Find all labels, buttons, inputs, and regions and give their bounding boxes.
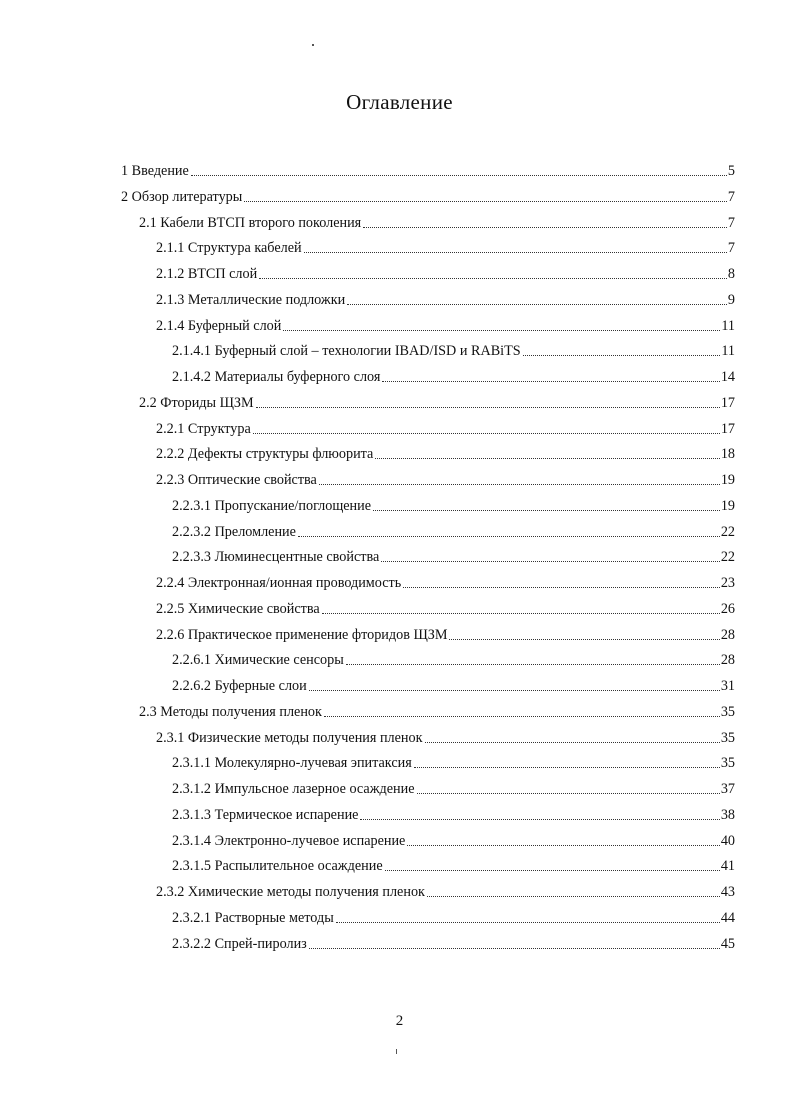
toc-entry-page: 22	[720, 524, 735, 540]
toc-entry-page: 5	[727, 163, 735, 179]
toc-entry-page: 31	[720, 678, 735, 694]
toc-entry	[172, 544, 735, 566]
toc-entry-page: 7	[727, 215, 735, 231]
toc-entry	[172, 647, 735, 669]
toc-dot-leader	[417, 792, 720, 794]
toc-dot-leader	[259, 277, 727, 279]
toc-entry-title: 2.2.3.1 Пропускание/поглощение	[172, 498, 372, 514]
toc-entry-title: 2.3.1.1 Молекулярно-лучевая эпитаксия	[172, 755, 412, 771]
toc-entry-title: 2.1.4.2 Материалы буферного слоя	[172, 369, 381, 385]
toc-entry-title: 2.2.4 Электронная/ионная проводимость	[156, 575, 402, 591]
toc-dot-leader	[253, 432, 720, 434]
toc-entry-page: 35	[720, 730, 735, 746]
toc-entry-title: 2.2.6.2 Буферные слои	[172, 678, 307, 694]
toc-dot-leader	[347, 303, 727, 305]
toc-entry	[156, 467, 735, 489]
toc-entry-page: 40	[720, 833, 735, 849]
toc-dot-leader	[256, 406, 720, 408]
toc-entry	[172, 519, 735, 541]
toc-entry-page: 26	[720, 601, 735, 617]
toc-dot-leader	[324, 715, 720, 717]
toc-entry	[156, 235, 735, 257]
toc-entry	[121, 184, 735, 206]
scan-speck-top	[312, 44, 314, 46]
toc-entry-title: 2.1.3 Металлические подложки	[156, 292, 346, 308]
toc-entry-title: 2.3.1.3 Термическое испарение	[172, 807, 359, 823]
toc-entry-page: 19	[720, 498, 735, 514]
toc-entry-title: 2.1.1 Структура кабелей	[156, 240, 302, 256]
toc-entry-page: 14	[720, 369, 735, 385]
toc-dot-leader	[319, 483, 720, 485]
toc-dot-leader	[322, 612, 720, 614]
page-title: Оглавление	[346, 90, 453, 114]
toc-entry-title: 2.1 Кабели ВТСП второго поколения	[139, 215, 362, 231]
toc-dot-leader	[298, 535, 720, 537]
toc-entry-title: 2.2 Фториды ЩЗМ	[139, 395, 254, 411]
toc-entry-page: 38	[720, 807, 735, 823]
toc-entry	[156, 416, 735, 438]
toc-entry-title: 2 Обзор литературы	[121, 189, 243, 205]
toc-entry	[172, 338, 735, 360]
toc-dot-leader	[336, 921, 720, 923]
toc-entry-page: 45	[720, 936, 735, 952]
toc-entry	[172, 673, 735, 695]
toc-entry-title: 2.2.3.3 Люминесцентные свойства	[172, 549, 380, 565]
toc-entry-title: 2.2.6.1 Химические сенсоры	[172, 652, 344, 668]
toc-entry-title: 2.3.1.5 Распылительное осаждение	[172, 858, 383, 874]
toc-dot-leader	[381, 560, 720, 562]
toc-entry	[156, 261, 735, 283]
toc-entry-page: 11	[721, 318, 735, 334]
toc-dot-leader	[375, 457, 719, 459]
toc-entry	[172, 776, 735, 798]
toc-dot-leader	[244, 200, 727, 202]
toc-entry-title: 2.2.1 Структура	[156, 421, 251, 437]
toc-entry-title: 2.3.2 Химические методы получения пленок	[156, 884, 425, 900]
toc-dot-leader	[449, 638, 719, 640]
toc-dot-leader	[382, 380, 719, 382]
toc-entry-page: 28	[720, 627, 735, 643]
toc-dot-leader	[427, 895, 720, 897]
toc-entry-page: 11	[721, 343, 735, 359]
toc-entry	[139, 210, 735, 232]
toc-dot-leader	[304, 251, 727, 253]
toc-entry	[156, 441, 735, 463]
toc-entry	[172, 931, 735, 953]
toc-entry	[156, 725, 735, 747]
toc-entry-page: 7	[727, 189, 735, 205]
toc-dot-leader	[403, 586, 720, 588]
toc-entry-title: 2.3.1.4 Электронно-лучевое испарение	[172, 833, 406, 849]
toc-dot-leader	[360, 818, 719, 820]
toc-entry	[156, 879, 735, 901]
toc-dot-leader	[363, 226, 727, 228]
toc-entry-title: 1 Введение	[121, 163, 189, 179]
toc-entry-page: 43	[720, 884, 735, 900]
toc-entry-page: 28	[720, 652, 735, 668]
page-number: 2	[395, 1013, 404, 1029]
toc-entry-title: 2.2.3.2 Преломление	[172, 524, 296, 540]
toc-entry-page: 9	[727, 292, 735, 308]
toc-entry-title: 2.2.2 Дефекты структуры флюорита	[156, 446, 374, 462]
toc-entry-title: 2.3.1 Физические методы получения пленок	[156, 730, 423, 746]
toc-entry	[172, 802, 735, 824]
toc-entry	[172, 853, 735, 875]
toc-entry	[172, 750, 735, 772]
toc-dot-leader	[309, 689, 720, 691]
toc-entry-title: 2.3.2.1 Растворные методы	[172, 910, 334, 926]
toc-entry-page: 44	[720, 910, 735, 926]
toc-dot-leader	[346, 663, 720, 665]
toc-entry	[172, 364, 735, 386]
toc-entry-page: 22	[720, 549, 735, 565]
toc-entry-page: 35	[720, 755, 735, 771]
toc-dot-leader	[407, 844, 719, 846]
toc-entry-title: 2.2.5 Химические свойства	[156, 601, 320, 617]
toc-entry-page: 35	[720, 704, 735, 720]
toc-dot-leader	[385, 869, 720, 871]
toc-entry-title: 2.2.6 Практическое применение фторидов ЩЗМ	[156, 627, 448, 643]
toc-entry-title: 2.1.4 Буферный слой	[156, 318, 282, 334]
toc-entry-title: 2.3.1.2 Импульсное лазерное осаждение	[172, 781, 415, 797]
toc-entry-page: 17	[720, 395, 735, 411]
toc-entry-page: 37	[720, 781, 735, 797]
toc-entry-page: 17	[720, 421, 735, 437]
toc-entry	[156, 570, 735, 592]
toc-entry-title: 2.3 Методы получения пленок	[139, 704, 322, 720]
toc-entry	[156, 596, 735, 618]
toc-dot-leader	[283, 329, 720, 331]
toc-entry-page: 23	[720, 575, 735, 591]
toc-entry-page: 8	[727, 266, 735, 282]
toc-dot-leader	[523, 354, 721, 356]
toc-entry-title: 2.3.2.2 Спрей-пиролиз	[172, 936, 307, 952]
toc-entry	[139, 699, 735, 721]
toc-entry-page: 19	[720, 472, 735, 488]
toc-entry	[156, 313, 735, 335]
toc-entry	[172, 493, 735, 515]
toc-entry	[139, 390, 735, 412]
toc-entry-page: 7	[727, 240, 735, 256]
toc-dot-leader	[309, 947, 720, 949]
toc-entry-title: 2.1.2 ВТСП слой	[156, 266, 258, 282]
toc-dot-leader	[191, 174, 727, 176]
toc-entry-page: 18	[720, 446, 735, 462]
toc-dot-leader	[373, 509, 720, 511]
toc-entry-page: 41	[720, 858, 735, 874]
toc-entry	[121, 158, 735, 180]
toc-entry	[156, 287, 735, 309]
toc-entry-title: 2.2.3 Оптические свойства	[156, 472, 317, 488]
toc-dot-leader	[414, 766, 720, 768]
toc-entry	[172, 905, 735, 927]
toc-entry	[172, 828, 735, 850]
scan-speck-bottom	[396, 1049, 397, 1054]
toc-dot-leader	[425, 741, 720, 743]
toc-entry-title: 2.1.4.1 Буферный слой – технологии IBAD/ISD и RABiTS	[172, 343, 521, 359]
toc-entry	[156, 622, 735, 644]
